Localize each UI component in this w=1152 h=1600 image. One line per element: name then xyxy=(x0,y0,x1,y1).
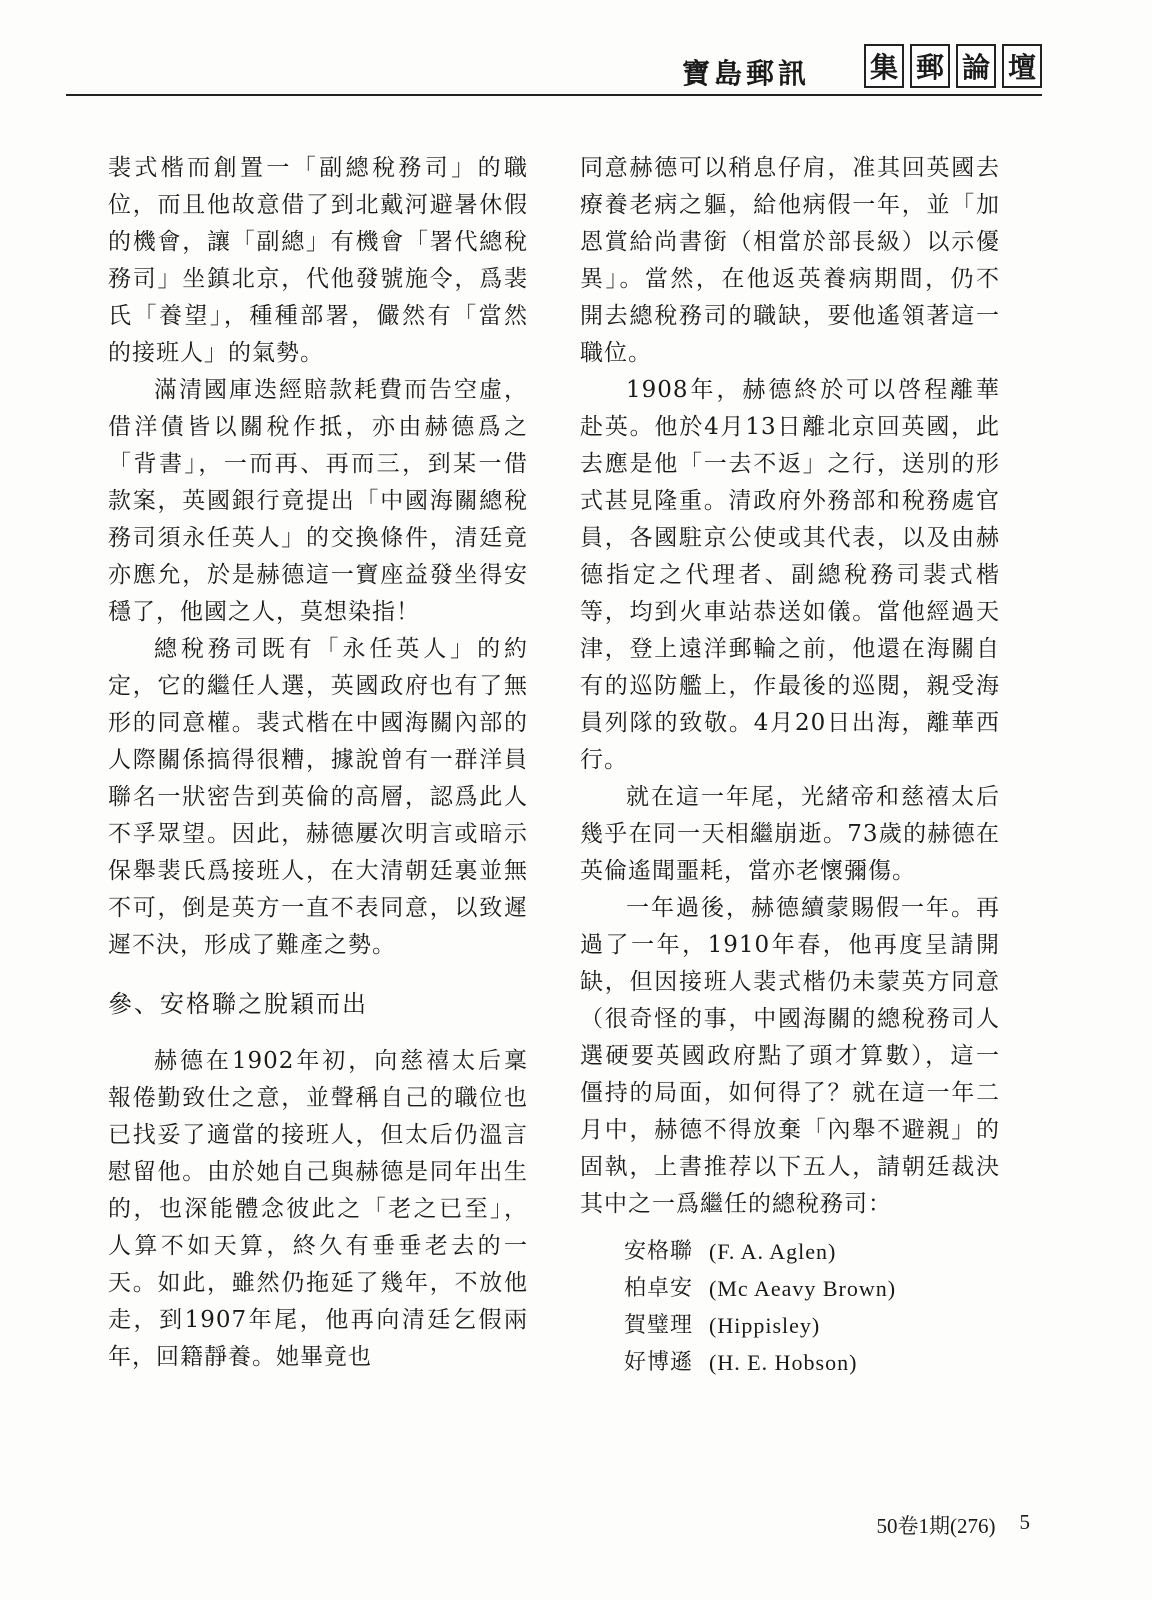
paragraph: 赫德在1902年初，向慈禧太后稟報倦勤致仕之意，並聲稱自己的職位也已找妥了適當的接班人，但太后仍溫言慰留他。由於她自己與赫德是同年出生的，也深能體念彼此之「老之已至」，人算不如天算，終久有垂垂老去的一天。如此，雖然仍拖延了幾年，不放他走，到1907年尾，他再向清廷乞假兩年，回籍靜養。她畢竟也 xyxy=(108,1048,528,1370)
magazine-name: 寶島郵訊 xyxy=(681,57,810,90)
section-char-box: 壇 xyxy=(1002,44,1042,88)
candidate-chinese-name: 賀璧理 xyxy=(624,1313,694,1338)
paragraph: 一年過後，赫德續蒙賜假一年。再過了一年，1910年春，他再度呈請開缺，但因接班人裴式楷仍未蒙英方同意（很奇怪的事，中國海關的總稅務司人選硬要英國政府點了頭才算數），這一僵持的局面，如何得了？就在這一年二月中，赫德不得放棄「內舉不避親」的固執，上書推荐以下五人，請朝廷裁決其中之一爲繼任的總稅務司： xyxy=(580,895,1000,1217)
page-footer xyxy=(877,1510,1031,1540)
page-number: 5 xyxy=(1019,1510,1030,1534)
paragraph: 總稅務司既有「永任英人」的約定，它的繼任人選，英國政府也有了無形的同意權。裴式楷在中國海關內部的人際關係搞得很糟，據說曾有一群洋員聯名一狀密告到英倫的高層，認爲此人不孚眾望。因此，赫德屢次明言或暗示保舉裴氏爲接班人，在大清朝廷裏並無不可，倒是英方一直不表同意，以致遲遲不決，形成了難產之勢。 xyxy=(108,636,528,958)
section-char-box: 郵 xyxy=(910,44,950,88)
candidate-list xyxy=(624,1233,1000,1381)
list-item xyxy=(624,1233,1000,1270)
list-item xyxy=(624,1344,1000,1381)
candidate-english-name: (Hippisley) xyxy=(709,1313,821,1338)
candidate-english-name: (H. E. Hobson) xyxy=(709,1350,858,1375)
paragraph: 1908年，赫德終於可以啓程離華赴英。他於4月13日離北京回英國，此去應是他「一去不返」之行，送別的形式甚見隆重。清政府外務部和稅務處官員，各國駐京公使或其代表，以及由赫德指定之代理者、副總稅務司裴式楷等，均到火車站恭送如儀。當他經過天津，登上遠洋郵輪之前，他還在海關自有的巡防艦上，作最後的巡閱，親受海員列隊的致敬。4月20日出海，離華西行。 xyxy=(580,377,1000,773)
paragraph: 就在這一年尾，光緒帝和慈禧太后幾乎在同一天相繼崩逝。73歲的赫德在英倫遙聞噩耗，當亦老懷彌傷。 xyxy=(580,784,1000,884)
issue-label: 50卷1期(276) xyxy=(876,1514,996,1538)
paragraph: 滿清國庫迭經賠款耗費而告空虛，借洋債皆以關稅作抵，亦由赫德爲之「背書」，一而再、再而三，到某一借款案，英國銀行竟提出「中國海關總稅務司須永任英人」的交換條件，清廷竟亦應允，於是赫德這一寶座益發坐得安穩了，他國之人，莫想染指！ xyxy=(108,377,528,625)
paragraph: 同意赫德可以稍息仔肩，准其回英國去療養老病之軀，給他病假一年，並「加恩賞給尚書銜（相當於部長級）以示優異」。當然，在他返英養病期間，仍不開去總稅務司的職缺，要他遙領著這一職位。 xyxy=(580,155,1000,366)
header-rule xyxy=(66,94,1042,96)
candidate-english-name: (F. A. Aglen) xyxy=(709,1239,837,1264)
candidate-chinese-name: 安格聯 xyxy=(624,1239,694,1264)
candidate-chinese-name: 好博遜 xyxy=(624,1350,694,1375)
candidate-chinese-name: 柏卓安 xyxy=(624,1276,694,1301)
page-header xyxy=(66,44,1042,96)
section-title xyxy=(864,44,1042,88)
section-char-box: 集 xyxy=(864,44,904,88)
right-column xyxy=(580,150,1000,1381)
list-item xyxy=(624,1270,1000,1307)
list-item xyxy=(624,1307,1000,1344)
section-heading: 參、安格聯之脫穎而出 xyxy=(108,990,368,1018)
left-column xyxy=(108,150,528,1376)
candidate-english-name: (Mc Aeavy Brown) xyxy=(709,1276,897,1301)
section-char-box: 論 xyxy=(956,44,996,88)
paragraph: 裴式楷而創置一「副總稅務司」的職位，而且他故意借了到北戴河避暑休假的機會，讓「副總」有機會「署代總稅務司」坐鎮北京，代他發號施令，爲裴氏「養望」，種種部署，儼然有「當然的接班人」的氣勢。 xyxy=(108,155,528,366)
